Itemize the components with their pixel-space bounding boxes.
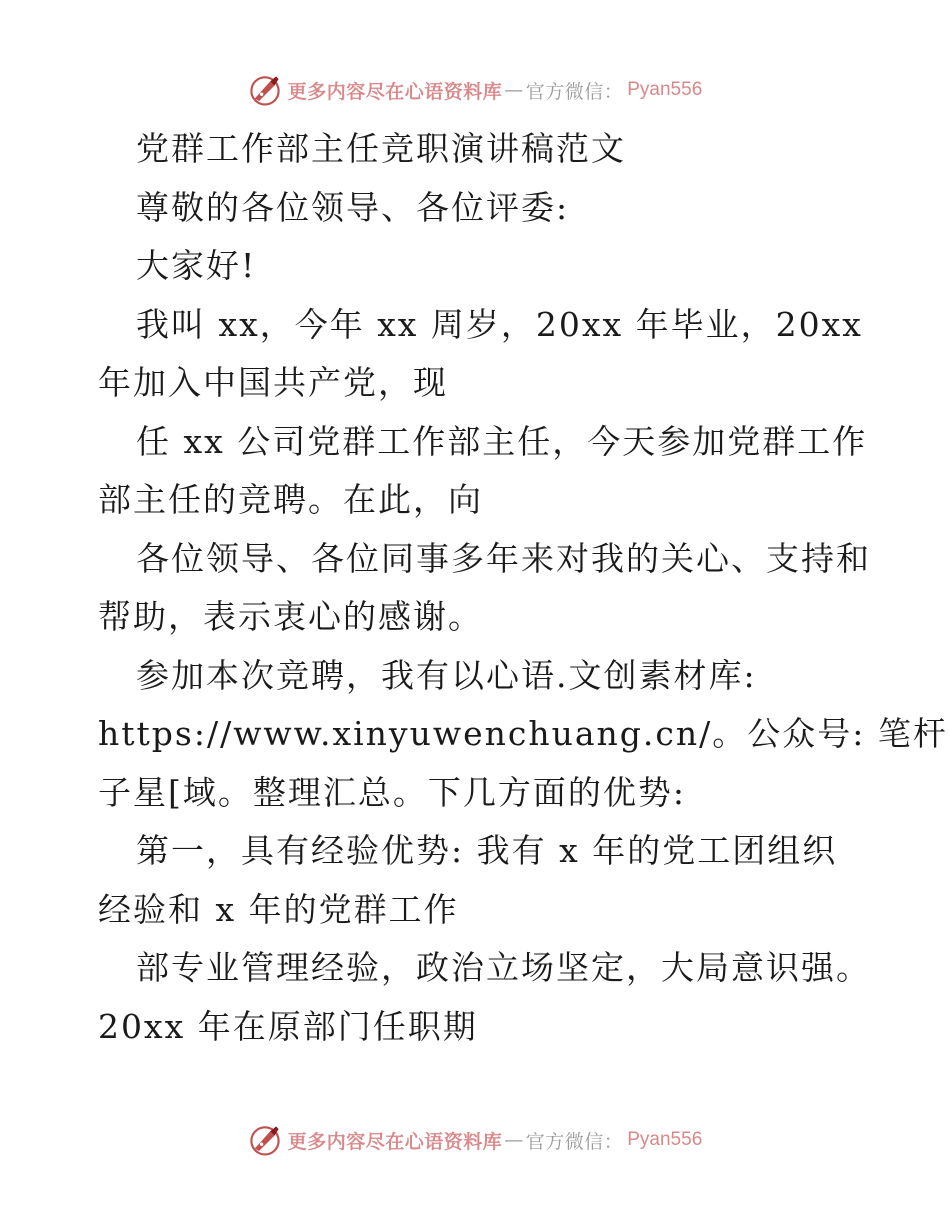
paragraph-line: 第一，具有经验优势: 我有 x 年的党工团组织 xyxy=(136,831,838,870)
footer-banner xyxy=(0,1120,950,1160)
document-title: 党群工作部主任竞职演讲稿范文 xyxy=(136,129,626,168)
paragraph-line: 各位领导、各位同事多年来对我的关心、支持和 xyxy=(136,538,871,578)
paragraph-line: 我叫 xx，今年 xx 周岁，20xx 年毕业，20xx xyxy=(136,304,863,344)
paragraph-line: 经验和 x 年的党群工作 xyxy=(98,889,459,929)
salutation: 尊敬的各位领导、各位评委: xyxy=(136,187,570,227)
paragraph-line: 帮助，表示衷心的感谢。 xyxy=(98,597,483,636)
banner-wechat-label: 官方微信： xyxy=(525,80,624,103)
banner-promo-text: 更多内容尽在心语资料库 xyxy=(287,80,503,103)
document-body xyxy=(98,120,948,1056)
paragraph-line: https://www.xinyuwenchuang.cn/。公众号: 笔杆 xyxy=(98,714,948,753)
paragraph-line: 部专业管理经验，政治立场坚定，大局意识强。 xyxy=(136,948,871,987)
header-banner xyxy=(0,70,950,110)
banner-dash: — xyxy=(504,79,524,101)
pen-nib-logo-icon xyxy=(248,73,282,107)
paragraph-line: 部主任的竞聘。在此，向 xyxy=(98,480,483,519)
banner-promo-text: 更多内容尽在心语资料库 xyxy=(287,1130,503,1153)
banner-wechat-id: Pyan556 xyxy=(627,79,703,100)
paragraph-line: 子星[域。整理汇总。下几方面的优势: xyxy=(98,772,686,812)
banner-wechat-label: 官方微信： xyxy=(525,1130,624,1153)
paragraph-line: 年加入中国共产党，现 xyxy=(98,363,448,402)
banner-dash: — xyxy=(504,1129,524,1151)
greeting: 大家好! xyxy=(136,246,257,285)
paragraph-line: 任 xx 公司党群工作部主任，今天参加党群工作 xyxy=(136,421,868,461)
paragraph-line: 参加本次竞聘，我有以心语.文创素材库: xyxy=(136,655,757,695)
pen-nib-logo-icon xyxy=(248,1123,282,1157)
banner-wechat-id: Pyan556 xyxy=(627,1129,703,1150)
paragraph-line: 20xx 年在原部门任职期 xyxy=(98,1006,478,1046)
